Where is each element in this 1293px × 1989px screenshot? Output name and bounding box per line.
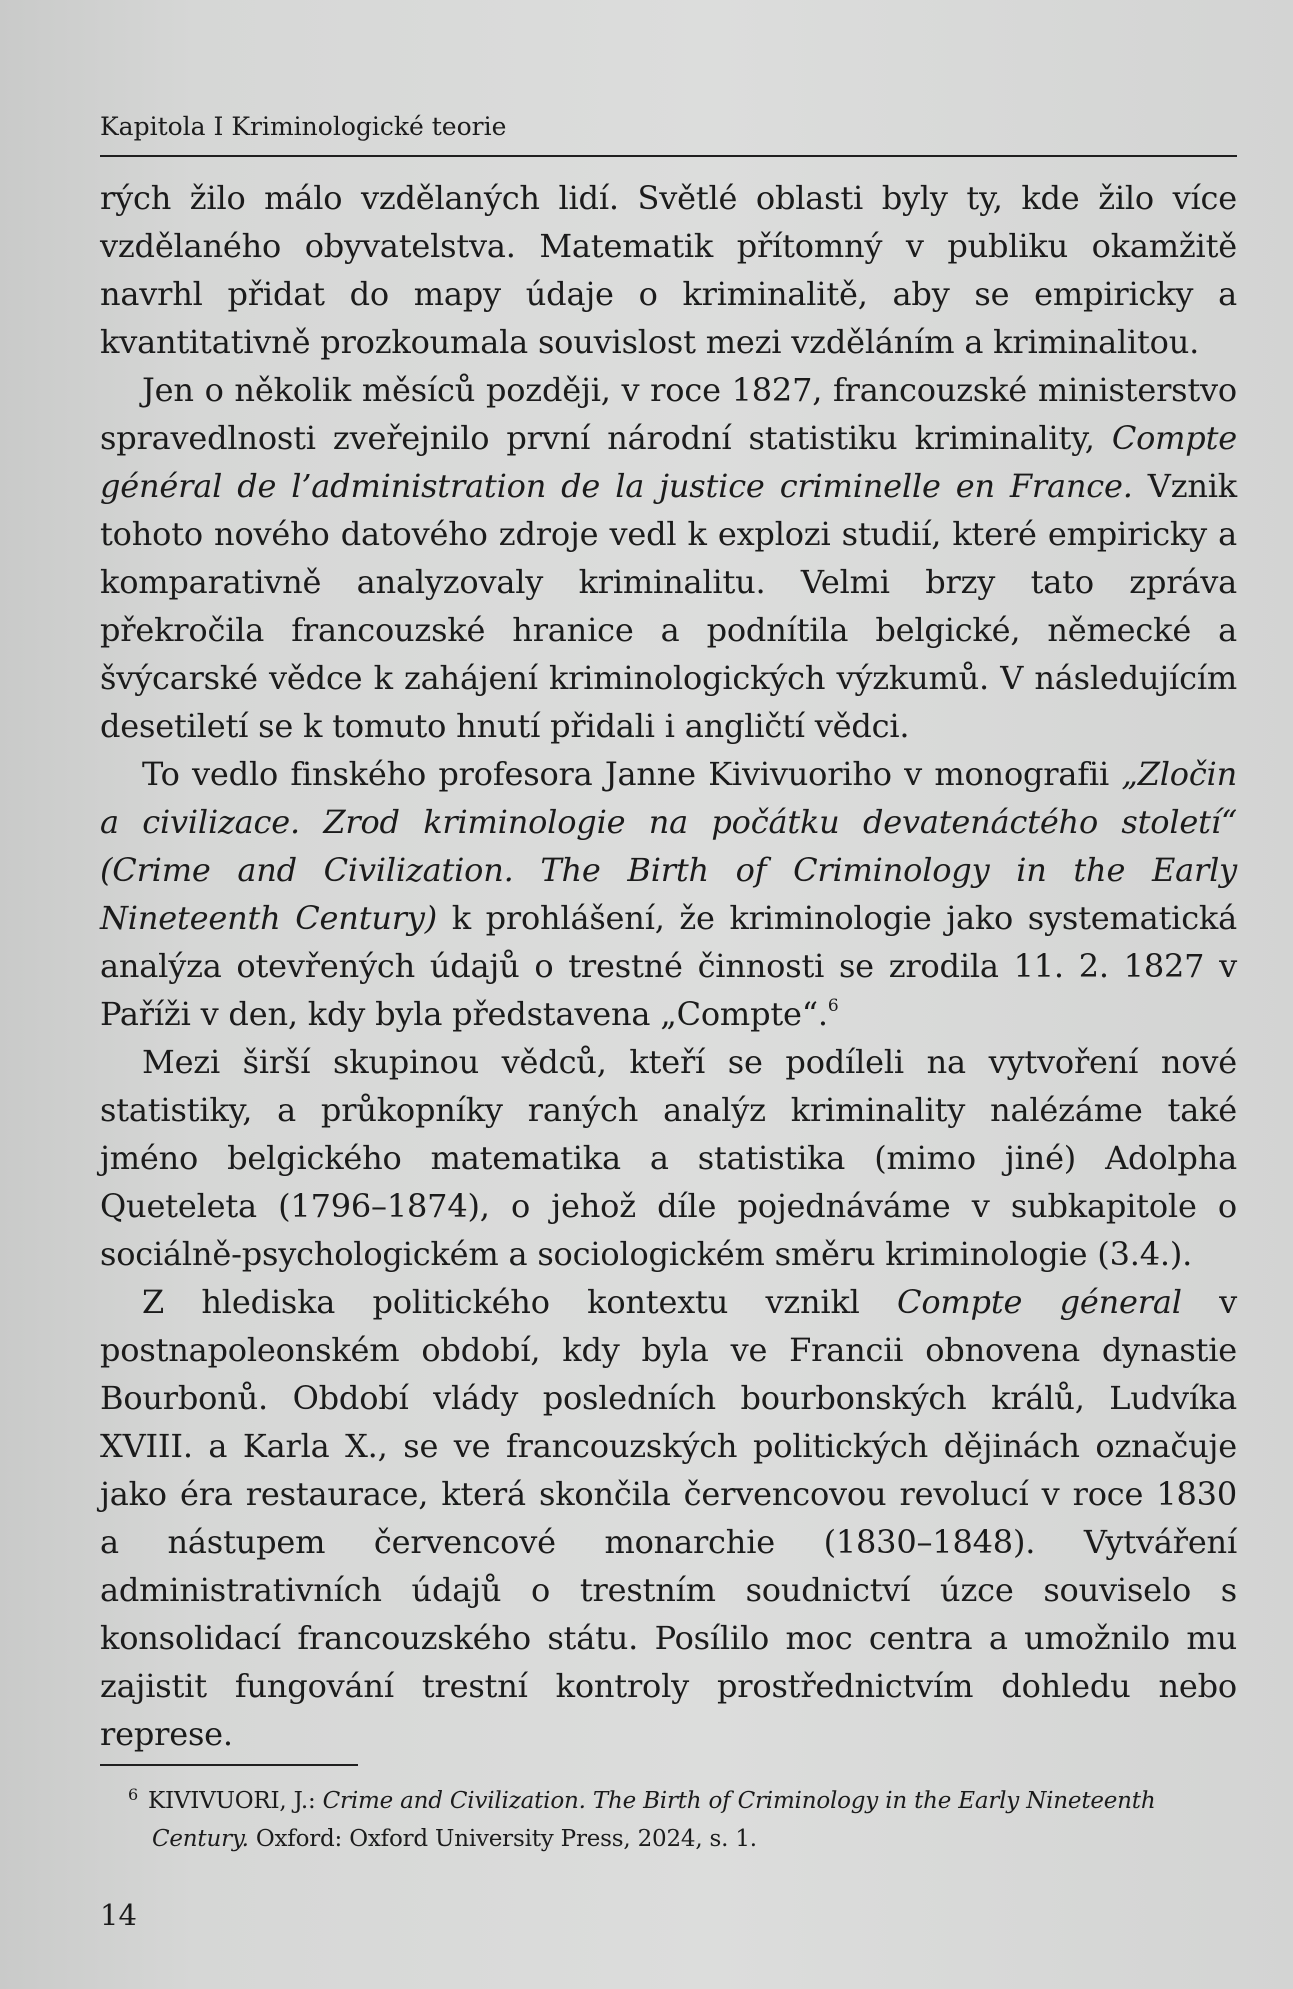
paragraph-2-text-a: Jen o několik měsíců později, v roce 1827, francouzské ministerstvo spravedlnosti zveřejnilo první národní statistiku kriminality,	[100, 371, 1237, 457]
paragraph-1: rých žilo málo vzdělaných lidí. Světlé oblasti byly ty, kde žilo více vzdělaného obyvatelstva. Matematik přítomný v publiku okamžitě navrhl přidat do mapy údaje o kriminalitě, aby se empiricky a kvantitativně prozkoumala souvislost mezi vzděláním a kriminalitou.	[100, 179, 1237, 361]
paragraph-3-title-italic: „Zločin a civilizace. Zrod kriminologie na počátku devatenáctého století“ (Crime and Civilization. The Birth of Criminology in the Early Nineteenth Century)	[100, 755, 1237, 937]
footnote-title-line-1: Crime and Civilization. The Birth of Criminology in the Early Nineteenth	[322, 1788, 1156, 1814]
footnote-publisher: Oxford: Oxford University Press, 2024, s. 1.	[248, 1826, 757, 1852]
paragraph-5	[100, 1278, 1237, 1758]
paragraph-4: Mezi širší skupinou vědců, kteří se podíleli na vytvoření nové statistiky, a průkopníky raných analýz kriminality nalézáme také jméno belgického matematika a statistika (mimo jiné) Adolpha Queteleta (1796–1874), o jehož díle pojednáváme v subkapitole o sociálně-psychologickém a sociologickém směru kriminologie (3.4.).	[100, 1043, 1237, 1273]
paragraph-3	[100, 750, 1237, 1038]
paragraph-5-title-italic: Compte géneral	[897, 1283, 1182, 1321]
paragraph-3-text-a: To vedlo finského profesora Janne Kivivuoriho v monografii	[142, 755, 1122, 793]
paragraph-2	[100, 366, 1237, 750]
paragraph-2-text-c: Vznik tohoto nového datového zdroje vedl k explozi studií, které empiricky a komparativně analyzovaly kriminalitu. Velmi brzy tato zpráva překročila francouzské hranice a podnítila belgické, německé a švýcarské vědce k zahájení kriminologických výzkumů. V následujícím desetiletí se k tomuto hnutí přidali i angličtí vědci.	[100, 467, 1237, 745]
running-head: Kapitola I Kriminologické teorie	[100, 112, 507, 141]
paragraph-5-text-c: v postnapoleonském období, kdy byla ve Francii obnovena dynastie Bourbonů. Období vlády posledních bourbonských králů, Ludvíka XVIII. a Karla X., se ve francouzských politických dějinách označuje jako éra restaurace, která skončila červencovou revolucí v roce 1830 a nástupem červencové monarchie (1830–1848). Vytváření administrativních údajů o trestním soudnictví úzce souviselo s konsolidací francouzského státu. Posílilo moc centra a umožnilo mu zajistit fungování trestní kontroly prostřednictvím dohledu nebo represe.	[100, 1283, 1238, 1753]
footnote	[100, 1776, 1237, 1858]
paragraph-5-text-a: Z hlediska politického kontextu vznikl	[142, 1283, 898, 1321]
header-rule	[100, 155, 1237, 157]
paragraph-2-title-italic: Compte général de l’administration de la justice criminelle en France.	[100, 419, 1237, 505]
page-number: 14	[100, 1898, 137, 1932]
footnote-continuation	[100, 1820, 1237, 1858]
paragraph-3-text-c: k prohlášení, že kriminologie jako systematická analýza otevřených údajů o trestné činnosti se zrodila 11. 2. 1827 v Paříži v den, kdy byla představena „Compte“.	[100, 899, 1237, 1033]
footnote-title-line-2: Century.	[152, 1826, 249, 1852]
footnote-number: 6	[128, 1785, 138, 1804]
body-text	[100, 174, 1237, 1758]
footnote-author: KIVIVUORI, J.:	[148, 1788, 323, 1814]
footnote-rule	[100, 1764, 358, 1766]
footnote-reference: 6	[827, 996, 839, 1016]
